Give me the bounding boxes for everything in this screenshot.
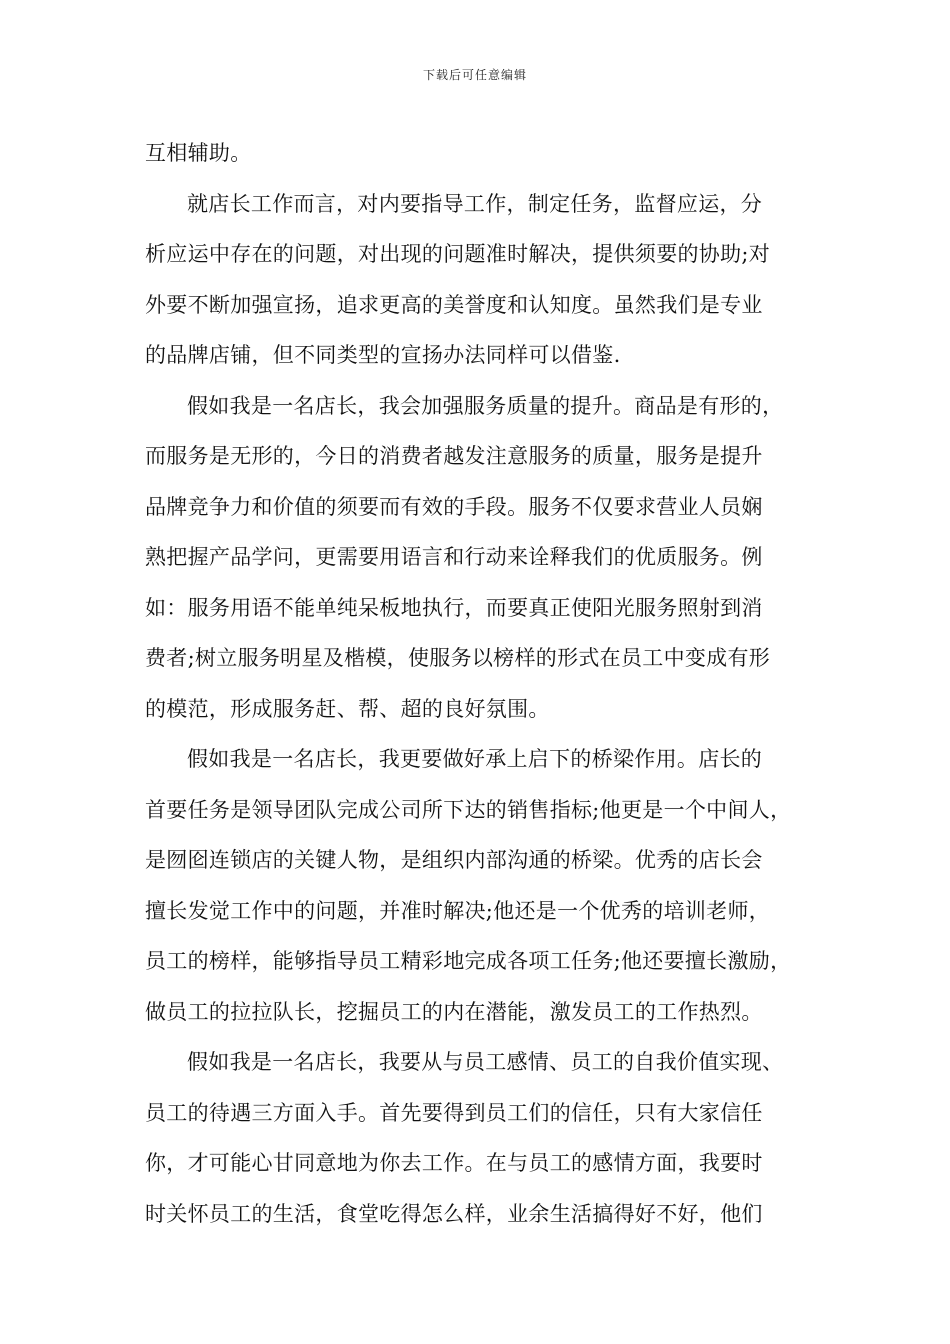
- text-line: 假如我是一名店长，我要从与员工感情、员工的自我价值实现、: [187, 1050, 784, 1074]
- text-line: 时关怀员工的生活，食堂吃得怎么样，业余生活搞得好不好，他们: [145, 1201, 763, 1226]
- text-line: 互相辅助。: [145, 141, 252, 165]
- text-line: 就店长工作而言，对内要指导工作，制定任务，监督应运，分: [187, 191, 763, 216]
- text-line: 熟把握产品学问，更需要用语言和行动来诠释我们的优质服务。例: [145, 545, 763, 569]
- text-line: 外要不断加强宣扬，追求更高的美誉度和认知度。虽然我们是专业: [145, 292, 763, 317]
- text-line: 首要任务是领导团队完成公司所下达的销售指标;他更是一个中间人，: [145, 797, 792, 822]
- text-line: 的模范，形成服务赶、帮、超的良好氛围。: [145, 696, 550, 721]
- text-line: 员工的榜样，能够指导员工精彩地完成各项工任务;他还要擅长激励，: [145, 949, 792, 973]
- text-line: 析应运中存在的问题，对出现的问题准时解决，提供须要的协助;对: [145, 242, 771, 266]
- text-line: 费者;树立服务明星及楷模，使服务以榜样的形式在员工中变成有形: [145, 646, 771, 670]
- text-line: 而服务是无形的，今日的消费者越发注意服务的质量，服务是提升: [145, 444, 763, 468]
- text-line: 做员工的拉拉队长，挖掘员工的内在潜能，激发员工的工作热烈。: [145, 999, 763, 1024]
- text-line: 品牌竞争力和价值的须要而有效的手段。服务不仅要求营业人员娴: [145, 494, 763, 519]
- text-line: 员工的待遇三方面入手。首先要得到员工们的信任，只有大家信任: [145, 1100, 763, 1125]
- text-line: 的品牌店铺，但不同类型的宣扬办法同样可以借鉴.: [145, 343, 621, 367]
- page-header-note: 下载后可任意编辑: [422, 68, 527, 82]
- text-line: 假如我是一名店长，我会加强服务质量的提升。商品是有形的，: [187, 393, 784, 418]
- text-line: 如：服务用语不能单纯呆板地执行，而要真正使阳光服务照射到消: [145, 595, 763, 620]
- text-line: 擅长发觉工作中的问题，并准时解决;他还是一个优秀的培训老师，: [145, 898, 771, 923]
- text-line: 你，才可能心甘同意地为你去工作。在与员工的感情方面，我要时: [145, 1151, 763, 1175]
- text-line: 是囫囵连锁店的关键人物，是组织内部沟通的桥梁。优秀的店长会: [145, 848, 763, 872]
- text-line: 假如我是一名店长，我更要做好承上启下的桥梁作用。店长的: [187, 747, 763, 771]
- body-text: [145, 128, 815, 1239]
